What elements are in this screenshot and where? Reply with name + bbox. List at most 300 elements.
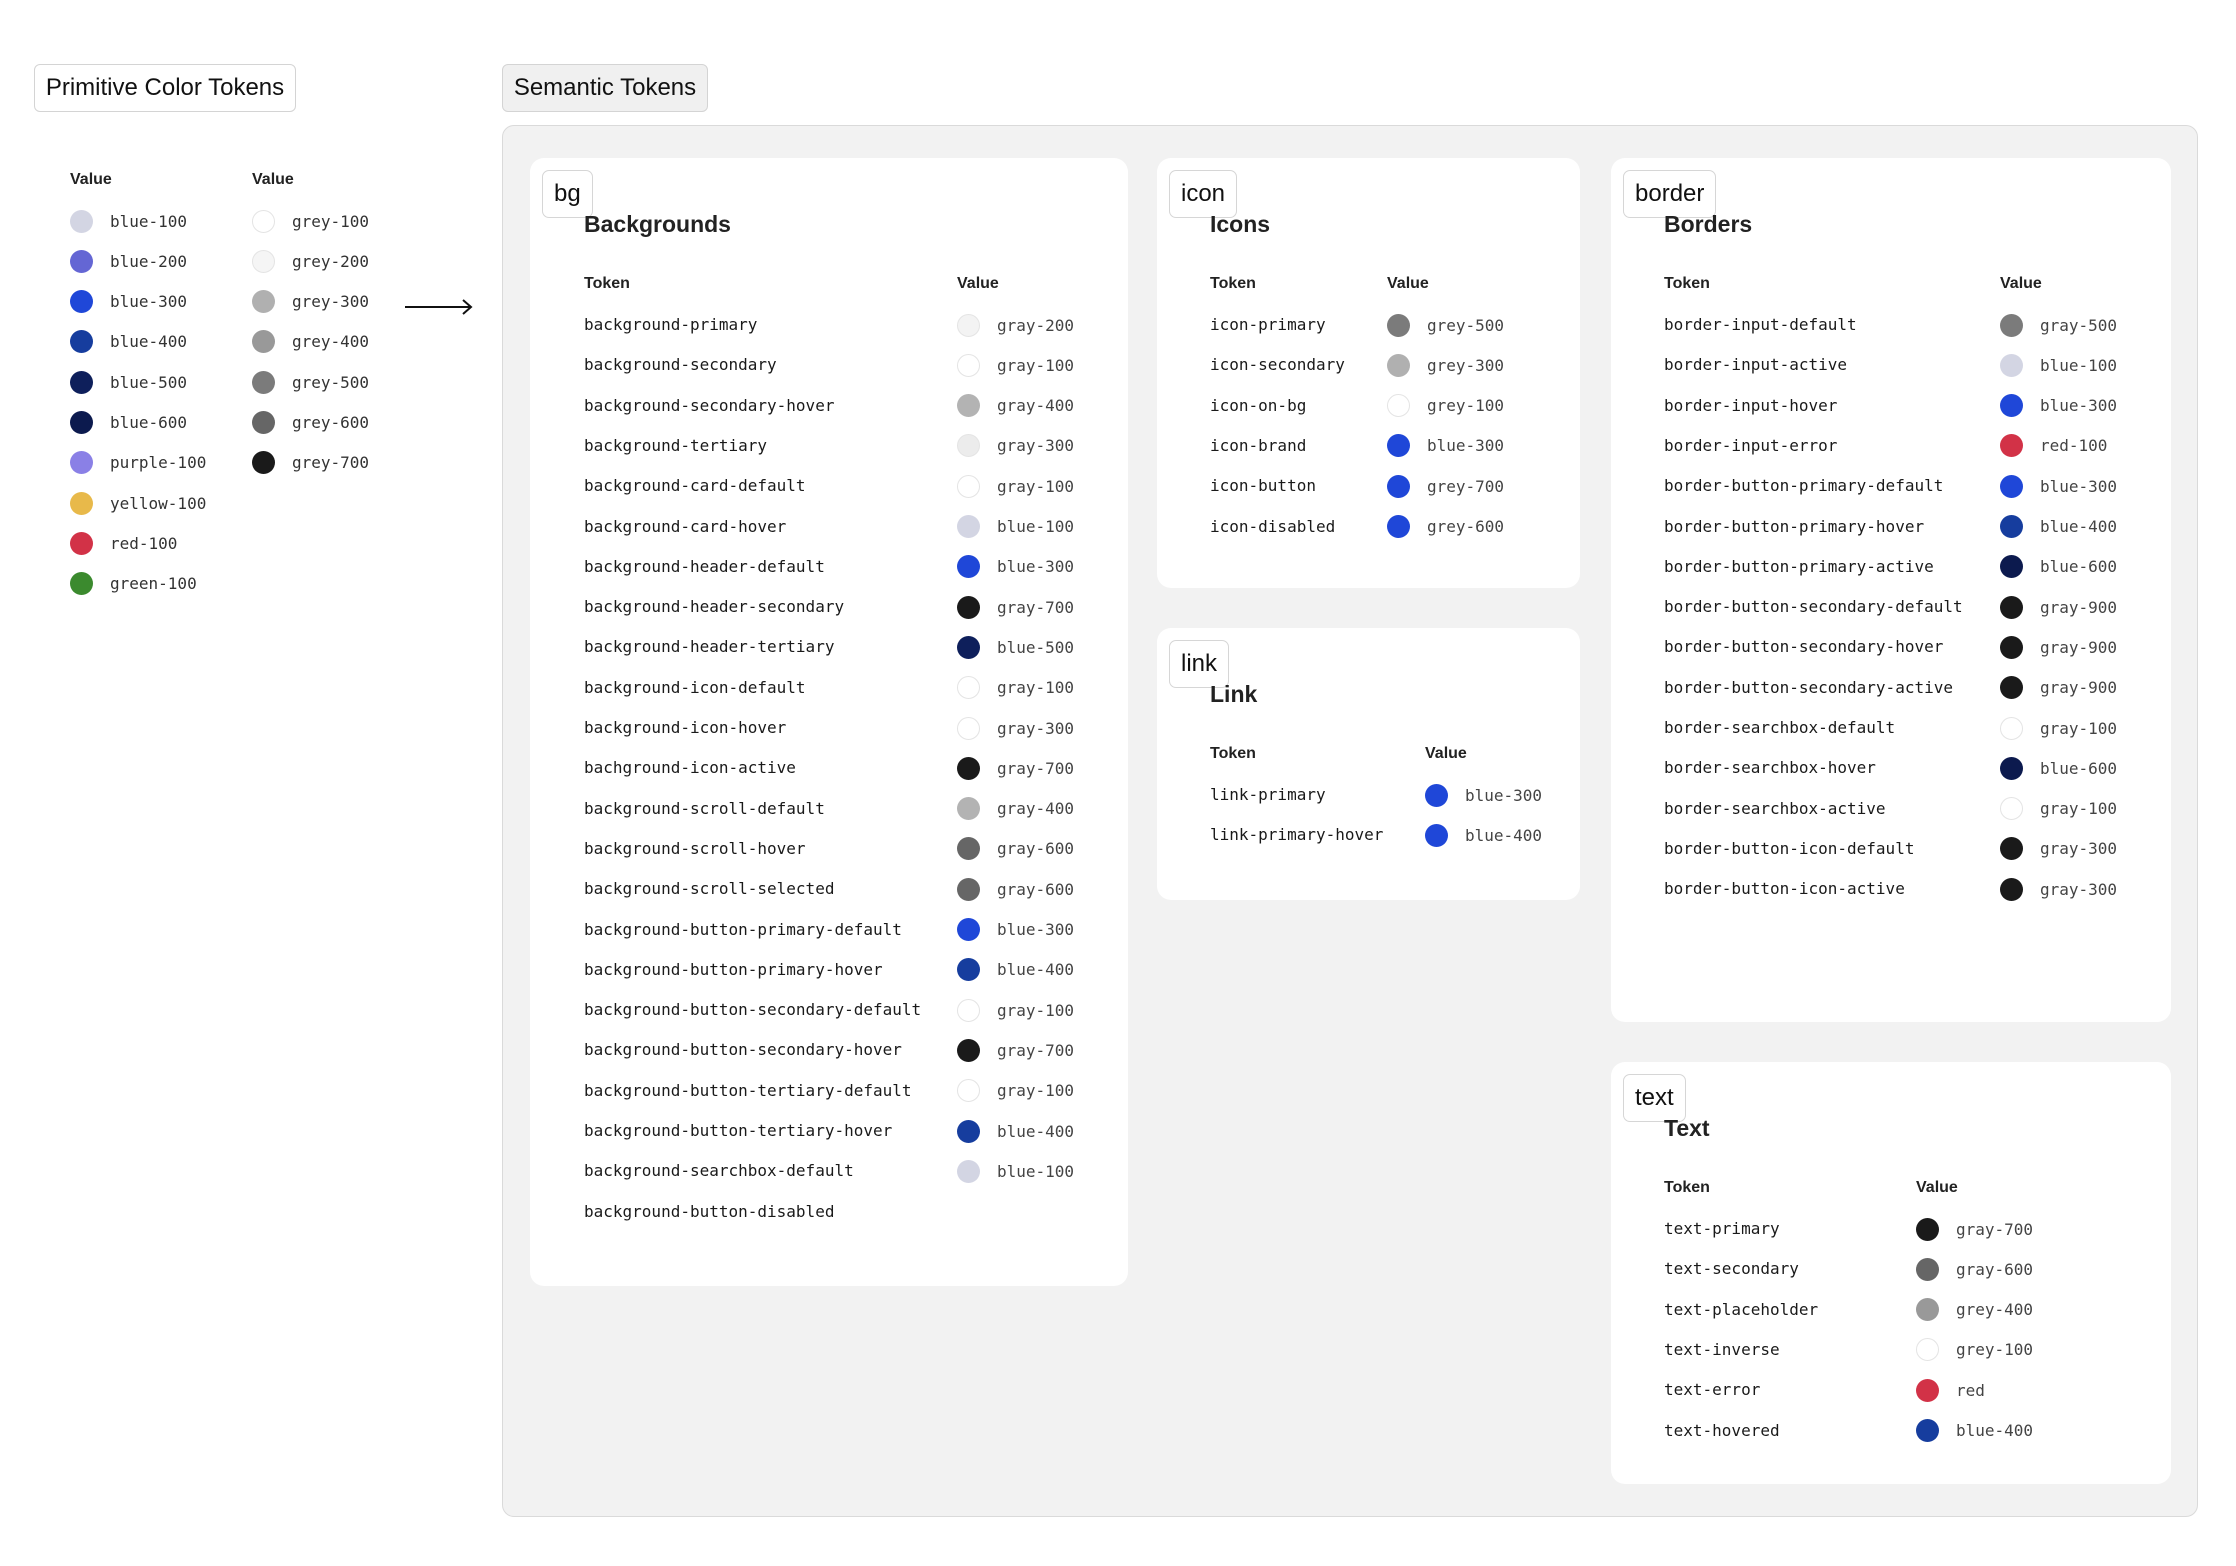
token-name: icon-on-bg bbox=[1210, 395, 1307, 415]
value-label: blue-300 bbox=[997, 920, 1075, 939]
token-name: background-button-tertiary-hover bbox=[584, 1121, 893, 1140]
color-swatch bbox=[2000, 596, 2023, 619]
color-swatch bbox=[957, 314, 980, 337]
token-row-border-input-hover bbox=[1611, 391, 2171, 421]
token-row-background-scroll-selected bbox=[530, 874, 1128, 904]
value-label: grey-100 bbox=[1956, 1340, 2034, 1360]
value-label: red bbox=[1956, 1380, 1985, 1400]
token-value bbox=[957, 552, 1074, 582]
token-row-text-error bbox=[1611, 1375, 2171, 1405]
primitive-item-grey-700 bbox=[252, 448, 369, 478]
token-value bbox=[957, 471, 1074, 501]
card-icon bbox=[1157, 158, 1580, 588]
color-swatch bbox=[957, 1160, 980, 1183]
token-value bbox=[1387, 350, 1504, 380]
token-row-background-header-secondary bbox=[530, 592, 1128, 622]
value-label: blue-400 bbox=[1465, 825, 1543, 845]
token-value bbox=[957, 1076, 1074, 1106]
primitive-label: grey-500 bbox=[292, 372, 370, 392]
color-swatch bbox=[957, 958, 980, 981]
token-name: icon-primary bbox=[1210, 315, 1326, 334]
token-name: icon-disabled bbox=[1210, 516, 1336, 536]
color-swatch bbox=[957, 1079, 980, 1102]
token-name: background-card-hover bbox=[584, 516, 787, 536]
token-value bbox=[2000, 512, 2117, 542]
color-swatch bbox=[957, 555, 980, 578]
token-row-background-tertiary bbox=[530, 431, 1128, 461]
primitive-item-blue-500 bbox=[70, 367, 187, 397]
token-value bbox=[957, 592, 1074, 622]
token-name: border-button-secondary-default bbox=[1664, 597, 1963, 617]
token-name: border-button-secondary-active bbox=[1664, 677, 1953, 697]
primitive-item-green-100 bbox=[70, 569, 197, 599]
token-row-text-primary bbox=[1611, 1214, 2171, 1244]
color-swatch bbox=[70, 250, 93, 273]
token-name: border-input-default bbox=[1664, 315, 1857, 334]
value-label: blue-400 bbox=[2040, 517, 2118, 536]
primitive-item-grey-600 bbox=[252, 408, 369, 438]
primitive-item-blue-300 bbox=[70, 287, 187, 317]
token-name: border-searchbox-hover bbox=[1664, 758, 1876, 778]
value-label: blue-300 bbox=[2040, 476, 2118, 496]
token-row-border-button-primary-default bbox=[1611, 471, 2171, 501]
color-swatch bbox=[957, 757, 980, 780]
token-row-background-card-default bbox=[530, 471, 1128, 501]
token-name: link-primary-hover bbox=[1210, 825, 1384, 845]
color-swatch bbox=[957, 797, 980, 820]
token-name: border-button-icon-active bbox=[1664, 879, 1905, 899]
value-label: gray-100 bbox=[2040, 718, 2118, 738]
color-swatch bbox=[957, 515, 980, 538]
primitive-tokens-tag: Primitive Color Tokens bbox=[34, 64, 296, 112]
color-swatch bbox=[2000, 434, 2023, 457]
value-label: gray-100 bbox=[997, 476, 1075, 496]
token-name: background-searchbox-default bbox=[584, 1161, 854, 1181]
token-name: background-scroll-hover bbox=[584, 838, 806, 858]
token-value bbox=[1387, 431, 1504, 461]
color-swatch bbox=[957, 676, 980, 699]
primitive-label: green-100 bbox=[110, 574, 197, 594]
primitive-label: blue-600 bbox=[110, 413, 188, 432]
color-swatch bbox=[957, 636, 980, 659]
token-row-border-button-icon-default bbox=[1611, 834, 2171, 864]
token-name: background-secondary-hover bbox=[584, 395, 835, 415]
token-row-border-button-icon-active bbox=[1611, 874, 2171, 904]
token-column-header: Token bbox=[584, 275, 630, 292]
color-swatch bbox=[2000, 757, 2023, 780]
primitive-item-grey-400 bbox=[252, 327, 369, 357]
token-row-link-primary bbox=[1157, 780, 1580, 810]
primitive-item-grey-500 bbox=[252, 367, 369, 397]
primitive-label: red-100 bbox=[110, 533, 178, 553]
token-row-background-header-default bbox=[530, 552, 1128, 582]
value-label: blue-600 bbox=[2040, 557, 2118, 577]
color-swatch bbox=[252, 451, 275, 474]
token-name: border-button-icon-default bbox=[1664, 838, 1915, 858]
color-swatch bbox=[70, 330, 93, 353]
color-swatch bbox=[2000, 394, 2023, 417]
token-value bbox=[2000, 471, 2117, 501]
color-swatch bbox=[2000, 475, 2023, 498]
token-name: border-button-primary-active bbox=[1664, 556, 1934, 576]
value-label: gray-600 bbox=[997, 839, 1075, 859]
color-swatch bbox=[957, 999, 980, 1022]
value-label: gray-600 bbox=[997, 879, 1075, 899]
token-row-icon-disabled bbox=[1157, 512, 1580, 542]
token-row-bachground-icon-active bbox=[530, 753, 1128, 783]
token-row-background-button-disabled bbox=[530, 1197, 1128, 1227]
value-label: gray-100 bbox=[997, 355, 1075, 375]
value-column-header: Value bbox=[1425, 745, 1467, 762]
color-swatch bbox=[1916, 1379, 1939, 1402]
value-label: gray-100 bbox=[997, 1000, 1075, 1020]
token-value bbox=[2000, 794, 2117, 824]
value-label: gray-300 bbox=[997, 718, 1075, 738]
color-swatch bbox=[252, 210, 275, 233]
primitive-label: grey-100 bbox=[292, 211, 370, 231]
token-value bbox=[2000, 431, 2107, 461]
token-name: text-error bbox=[1664, 1380, 1761, 1400]
token-row-border-searchbox-active bbox=[1611, 794, 2171, 824]
icon-tag: icon bbox=[1169, 170, 1237, 218]
token-value bbox=[2000, 713, 2117, 743]
color-swatch bbox=[1916, 1258, 1939, 1281]
token-value bbox=[1387, 471, 1504, 501]
color-swatch bbox=[252, 371, 275, 394]
token-name: link-primary bbox=[1210, 785, 1326, 804]
value-label: grey-500 bbox=[1427, 315, 1505, 335]
token-name: text-secondary bbox=[1664, 1259, 1799, 1279]
token-row-border-searchbox-default bbox=[1611, 713, 2171, 743]
token-name: background-primary bbox=[584, 315, 758, 334]
color-swatch bbox=[1387, 314, 1410, 337]
value-label: blue-300 bbox=[1427, 436, 1505, 456]
token-name: border-searchbox-default bbox=[1664, 718, 1896, 737]
value-column-header: Value bbox=[1387, 275, 1429, 292]
value-label: gray-300 bbox=[2040, 839, 2118, 859]
token-name: background-button-primary-hover bbox=[584, 959, 883, 979]
token-row-background-button-tertiary-hover bbox=[530, 1116, 1128, 1146]
color-swatch bbox=[1387, 354, 1410, 377]
color-swatch bbox=[1916, 1218, 1939, 1241]
token-value bbox=[957, 1116, 1074, 1146]
color-swatch bbox=[957, 596, 980, 619]
primitive-label: blue-300 bbox=[110, 292, 188, 312]
token-value bbox=[2000, 834, 2117, 864]
value-label: red-100 bbox=[2040, 436, 2108, 456]
token-value bbox=[2000, 592, 2117, 622]
token-name: text-placeholder bbox=[1664, 1299, 1819, 1319]
primitive-label: grey-200 bbox=[292, 251, 370, 271]
bg-tag: bg bbox=[542, 170, 593, 218]
token-value bbox=[957, 1156, 1074, 1186]
primitive-item-grey-300 bbox=[252, 287, 369, 317]
token-value bbox=[1425, 820, 1542, 850]
color-swatch bbox=[2000, 515, 2023, 538]
value-label: gray-200 bbox=[997, 315, 1075, 335]
token-name: text-inverse bbox=[1664, 1339, 1780, 1359]
token-column-header: Token bbox=[1210, 745, 1256, 762]
token-value bbox=[1425, 780, 1542, 810]
token-row-border-button-secondary-active bbox=[1611, 673, 2171, 703]
color-swatch bbox=[70, 492, 93, 515]
color-swatch bbox=[252, 250, 275, 273]
value-label: blue-500 bbox=[997, 637, 1075, 657]
token-row-background-secondary-hover bbox=[530, 391, 1128, 421]
arrow-right-icon bbox=[405, 297, 475, 317]
token-row-background-button-secondary-default bbox=[530, 995, 1128, 1025]
token-value bbox=[957, 350, 1074, 380]
value-label: gray-100 bbox=[997, 678, 1075, 698]
token-row-background-primary bbox=[530, 310, 1128, 340]
token-row-border-button-secondary-default bbox=[1611, 592, 2171, 622]
value-label: gray-700 bbox=[997, 1040, 1075, 1060]
primitive-item-blue-100 bbox=[70, 206, 187, 236]
token-value bbox=[957, 310, 1074, 340]
color-swatch bbox=[70, 451, 93, 474]
color-swatch bbox=[1916, 1298, 1939, 1321]
token-value bbox=[957, 391, 1074, 421]
token-row-icon-on-bg bbox=[1157, 391, 1580, 421]
value-label: grey-400 bbox=[1956, 1300, 2034, 1320]
primitive-item-blue-200 bbox=[70, 246, 187, 276]
color-swatch bbox=[70, 411, 93, 434]
value-label: grey-100 bbox=[1427, 396, 1505, 416]
color-swatch bbox=[957, 1120, 980, 1143]
token-row-background-header-tertiary bbox=[530, 632, 1128, 662]
primitive-label: purple-100 bbox=[110, 453, 207, 473]
token-row-text-secondary bbox=[1611, 1254, 2171, 1284]
primitive-label: grey-300 bbox=[292, 292, 370, 312]
token-name: background-header-tertiary bbox=[584, 637, 835, 657]
value-label: blue-600 bbox=[2040, 758, 2118, 778]
value-label: blue-300 bbox=[1465, 785, 1543, 805]
token-row-border-input-error bbox=[1611, 431, 2171, 461]
icon-title: Icons bbox=[1210, 211, 1271, 237]
token-name: background-tertiary bbox=[584, 435, 768, 455]
color-swatch bbox=[957, 354, 980, 377]
token-column-header: Token bbox=[1664, 275, 1710, 292]
token-name: border-input-error bbox=[1664, 435, 1838, 455]
token-name: background-button-secondary-hover bbox=[584, 1040, 902, 1060]
token-value bbox=[1916, 1214, 2033, 1244]
color-swatch bbox=[252, 330, 275, 353]
color-swatch bbox=[957, 394, 980, 417]
value-label: gray-700 bbox=[997, 597, 1075, 617]
token-row-background-card-hover bbox=[530, 512, 1128, 542]
token-name: background-scroll-selected bbox=[584, 879, 835, 899]
primitive-item-purple-100 bbox=[70, 448, 206, 478]
token-name: border-button-secondary-hover bbox=[1664, 637, 1944, 657]
value-label: blue-400 bbox=[997, 960, 1075, 980]
token-row-background-button-primary-default bbox=[530, 915, 1128, 945]
token-name: background-secondary bbox=[584, 355, 777, 375]
token-name: background-button-disabled bbox=[584, 1201, 835, 1221]
value-label: blue-400 bbox=[1956, 1421, 2034, 1440]
card-text bbox=[1611, 1062, 2171, 1484]
primitive-col2-header: Value bbox=[252, 171, 294, 188]
value-label: blue-400 bbox=[997, 1121, 1075, 1141]
color-swatch bbox=[957, 717, 980, 740]
color-swatch bbox=[2000, 354, 2023, 377]
token-value bbox=[957, 955, 1074, 985]
token-value bbox=[2000, 632, 2117, 662]
card-link bbox=[1157, 628, 1580, 900]
token-row-icon-primary bbox=[1157, 310, 1580, 340]
token-value bbox=[957, 1035, 1074, 1065]
token-value bbox=[957, 713, 1074, 743]
token-row-border-button-primary-active bbox=[1611, 552, 2171, 582]
color-swatch bbox=[1425, 784, 1448, 807]
border-title: Borders bbox=[1664, 211, 1753, 237]
value-label: gray-400 bbox=[997, 396, 1075, 416]
token-row-background-button-tertiary-default bbox=[530, 1076, 1128, 1106]
token-name: border-searchbox-active bbox=[1664, 798, 1886, 818]
value-label: blue-100 bbox=[2040, 355, 2118, 375]
color-swatch bbox=[70, 532, 93, 555]
token-row-icon-button bbox=[1157, 471, 1580, 501]
token-value bbox=[1916, 1254, 2033, 1284]
token-name: background-header-default bbox=[584, 556, 825, 576]
token-row-background-scroll-default bbox=[530, 794, 1128, 824]
token-name: border-button-primary-default bbox=[1664, 476, 1944, 496]
token-name: background-button-tertiary-default bbox=[584, 1080, 912, 1100]
token-row-text-placeholder bbox=[1611, 1295, 2171, 1325]
bg-title: Backgrounds bbox=[584, 211, 731, 237]
color-swatch bbox=[957, 878, 980, 901]
primitive-item-blue-600 bbox=[70, 408, 187, 438]
primitive-label: blue-200 bbox=[110, 251, 188, 271]
token-value bbox=[957, 834, 1074, 864]
color-swatch bbox=[2000, 314, 2023, 337]
value-label: gray-100 bbox=[997, 1081, 1075, 1101]
token-value bbox=[957, 673, 1074, 703]
semantic-tokens-tag: Semantic Tokens bbox=[502, 64, 708, 112]
primitive-item-grey-200 bbox=[252, 246, 369, 276]
token-name: icon-secondary bbox=[1210, 355, 1345, 375]
value-label: gray-400 bbox=[997, 799, 1075, 819]
token-name: icon-button bbox=[1210, 476, 1316, 496]
color-swatch bbox=[1387, 515, 1410, 538]
color-swatch bbox=[2000, 636, 2023, 659]
token-value bbox=[2000, 552, 2117, 582]
card-border bbox=[1611, 158, 2171, 1022]
card-bg bbox=[530, 158, 1128, 1286]
token-value bbox=[957, 512, 1074, 542]
link-title: Link bbox=[1210, 681, 1258, 707]
token-column-header: Token bbox=[1664, 1179, 1710, 1196]
primitive-label: yellow-100 bbox=[110, 493, 207, 513]
value-label: blue-300 bbox=[2040, 396, 2118, 416]
color-swatch bbox=[2000, 676, 2023, 699]
token-row-border-searchbox-hover bbox=[1611, 753, 2171, 783]
color-swatch bbox=[1916, 1338, 1939, 1361]
token-name: background-button-secondary-default bbox=[584, 1000, 922, 1020]
color-swatch bbox=[957, 837, 980, 860]
primitive-col1-header: Value bbox=[70, 171, 112, 188]
color-swatch bbox=[1916, 1419, 1939, 1442]
token-value bbox=[1387, 391, 1504, 421]
value-label: blue-100 bbox=[997, 1161, 1075, 1181]
token-row-icon-brand bbox=[1157, 431, 1580, 461]
token-value bbox=[957, 995, 1074, 1025]
value-label: gray-100 bbox=[2040, 799, 2118, 819]
color-swatch bbox=[252, 290, 275, 313]
token-value bbox=[2000, 391, 2117, 421]
token-name: border-input-active bbox=[1664, 355, 1848, 375]
token-row-background-scroll-hover bbox=[530, 834, 1128, 864]
token-column-header: Token bbox=[1210, 275, 1256, 292]
value-label: gray-600 bbox=[1956, 1259, 2034, 1279]
link-tag: link bbox=[1169, 640, 1229, 688]
value-column-header: Value bbox=[2000, 275, 2042, 292]
token-value bbox=[2000, 350, 2117, 380]
token-row-border-button-primary-hover bbox=[1611, 512, 2171, 542]
token-name: text-hovered bbox=[1664, 1420, 1780, 1440]
value-column-header: Value bbox=[1916, 1179, 1958, 1196]
color-swatch bbox=[2000, 555, 2023, 578]
token-value bbox=[957, 431, 1074, 461]
color-swatch bbox=[70, 572, 93, 595]
value-label: gray-900 bbox=[2040, 678, 2118, 698]
token-row-background-searchbox-default bbox=[530, 1156, 1128, 1186]
token-name: background-scroll-default bbox=[584, 798, 825, 818]
token-value bbox=[1387, 310, 1504, 340]
color-swatch bbox=[252, 411, 275, 434]
token-name: border-button-primary-hover bbox=[1664, 516, 1925, 536]
value-label: blue-100 bbox=[997, 517, 1075, 536]
color-swatch bbox=[1425, 824, 1448, 847]
value-label: grey-300 bbox=[1427, 355, 1505, 375]
value-label: gray-700 bbox=[997, 758, 1075, 778]
color-swatch bbox=[2000, 797, 2023, 820]
color-swatch bbox=[957, 434, 980, 457]
color-swatch bbox=[957, 918, 980, 941]
value-label: gray-700 bbox=[1956, 1219, 2034, 1239]
color-swatch bbox=[2000, 717, 2023, 740]
token-row-link-primary-hover bbox=[1157, 820, 1580, 850]
primitive-label: blue-500 bbox=[110, 372, 188, 392]
token-value bbox=[2000, 673, 2117, 703]
token-value bbox=[957, 632, 1074, 662]
primitive-label: blue-400 bbox=[110, 332, 188, 352]
primitive-label: grey-600 bbox=[292, 413, 370, 432]
token-row-background-icon-default bbox=[530, 673, 1128, 703]
token-row-background-icon-hover bbox=[530, 713, 1128, 743]
value-label: grey-700 bbox=[1427, 476, 1505, 496]
color-swatch bbox=[2000, 837, 2023, 860]
value-label: gray-300 bbox=[2040, 879, 2118, 899]
primitive-label: blue-100 bbox=[110, 211, 188, 231]
primitive-item-blue-400 bbox=[70, 327, 187, 357]
token-row-border-input-default bbox=[1611, 310, 2171, 340]
token-row-icon-secondary bbox=[1157, 350, 1580, 380]
token-value bbox=[957, 874, 1074, 904]
text-title: Text bbox=[1664, 1115, 1710, 1141]
color-swatch bbox=[70, 371, 93, 394]
token-name: background-button-primary-default bbox=[584, 919, 902, 939]
token-name: background-header-secondary bbox=[584, 597, 845, 617]
token-value bbox=[1916, 1375, 1985, 1405]
text-tag: text bbox=[1623, 1074, 1686, 1122]
token-row-background-button-primary-hover bbox=[530, 955, 1128, 985]
color-swatch bbox=[70, 210, 93, 233]
token-value bbox=[2000, 753, 2117, 783]
token-name: border-input-hover bbox=[1664, 395, 1838, 415]
token-value bbox=[2000, 310, 2117, 340]
value-column-header: Value bbox=[957, 275, 999, 292]
primitive-item-red-100 bbox=[70, 528, 177, 558]
